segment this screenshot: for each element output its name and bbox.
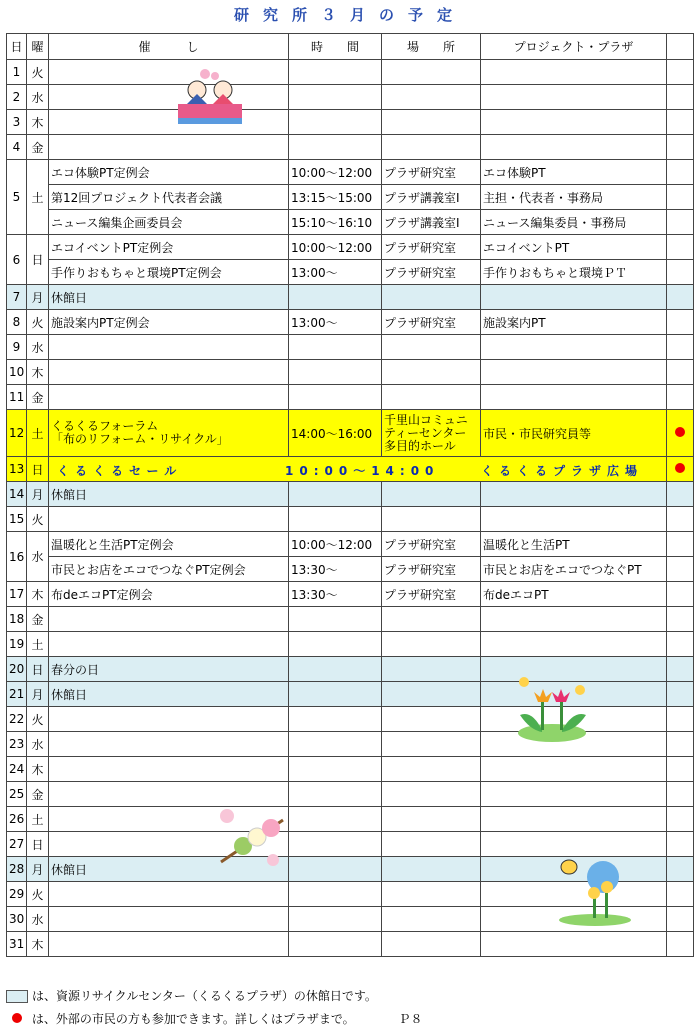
sale-time: 10:00～14:00 [285, 464, 440, 478]
time-cell [289, 832, 382, 857]
event-cell [49, 110, 289, 135]
place-cell [382, 85, 481, 110]
public-mark-cell [667, 185, 694, 210]
day-cell: 8 [7, 310, 27, 335]
weekday-cell: 日 [27, 832, 49, 857]
header-time: 時 間 [289, 34, 382, 60]
event-cell: 温暖化と生活PT定例会 [49, 532, 289, 557]
place-cell: プラザ研究室 [382, 235, 481, 260]
time-cell [289, 782, 382, 807]
public-mark-cell [667, 160, 694, 185]
project-cell [481, 85, 667, 110]
place-cell [382, 807, 481, 832]
weekday-cell: 火 [27, 707, 49, 732]
event-cell [49, 707, 289, 732]
public-dot-icon [12, 1013, 22, 1023]
day-cell: 25 [7, 782, 27, 807]
table-row [7, 532, 694, 557]
table-row [7, 607, 694, 632]
public-mark-cell [667, 782, 694, 807]
public-mark-cell [667, 707, 694, 732]
public-mark-cell [667, 335, 694, 360]
table-row [7, 60, 694, 85]
weekday-cell: 土 [27, 410, 49, 457]
public-mark-cell [667, 135, 694, 160]
weekday-cell: 月 [27, 682, 49, 707]
project-cell [481, 832, 667, 857]
weekday-cell: 月 [27, 285, 49, 310]
weekday-cell: 日 [27, 457, 49, 482]
project-cell [481, 757, 667, 782]
table-row [7, 335, 694, 360]
table-row [7, 582, 694, 607]
event-cell [49, 907, 289, 932]
table-row [7, 85, 694, 110]
public-mark-cell [667, 732, 694, 757]
day-cell: 30 [7, 907, 27, 932]
weekday-cell: 月 [27, 482, 49, 507]
day-cell: 31 [7, 932, 27, 957]
public-mark-cell [667, 110, 694, 135]
table-row [7, 210, 694, 235]
time-cell [289, 707, 382, 732]
day-cell: 13 [7, 457, 27, 482]
project-cell [481, 932, 667, 957]
project-cell [481, 60, 667, 85]
place-cell [382, 607, 481, 632]
event-cell [49, 607, 289, 632]
project-cell [481, 632, 667, 657]
weekday-cell: 木 [27, 932, 49, 957]
project-cell [481, 807, 667, 832]
time-cell [289, 135, 382, 160]
public-mark-cell [667, 632, 694, 657]
time-cell [289, 682, 382, 707]
legend-public [12, 1010, 422, 1027]
weekday-cell: 木 [27, 360, 49, 385]
weekday-cell: 火 [27, 507, 49, 532]
time-cell [289, 385, 382, 410]
time-cell [289, 285, 382, 310]
day-cell: 17 [7, 582, 27, 607]
hanami-dango-icon [213, 800, 289, 870]
place-cell [382, 757, 481, 782]
place-line: 多目的ホール [384, 438, 456, 453]
page-number: Ｐ８ [398, 1012, 423, 1026]
event-cell: エコイベントPT定例会 [49, 235, 289, 260]
table-row [7, 260, 694, 285]
legend-closed-text: は、資源リサイクルセンター（くるくるプラザ）の休館日です。 [32, 989, 377, 1003]
event-cell: エコ体験PT定例会 [49, 160, 289, 185]
place-cell [382, 707, 481, 732]
public-mark-cell [667, 60, 694, 85]
event-cell [49, 757, 289, 782]
time-cell [289, 607, 382, 632]
day-cell: 9 [7, 335, 27, 360]
project-cell [481, 607, 667, 632]
schedule-body [7, 60, 694, 957]
event-cell: 春分の日 [49, 657, 289, 682]
project-cell [481, 135, 667, 160]
place-cell: プラザ研究室 [382, 310, 481, 335]
weekday-cell: 日 [27, 657, 49, 682]
bee-dandelion-icon [555, 855, 635, 927]
table-row [7, 457, 694, 482]
weekday-cell: 金 [27, 385, 49, 410]
header-event: 催 し [49, 34, 289, 60]
schedule-table [6, 33, 694, 957]
weekday-cell: 金 [27, 135, 49, 160]
place-cell: プラザ講義室Ⅰ [382, 185, 481, 210]
place-cell [382, 832, 481, 857]
table-row [7, 557, 694, 582]
public-mark-cell [667, 682, 694, 707]
public-mark-cell [667, 85, 694, 110]
weekday-cell: 土 [27, 807, 49, 832]
public-mark-cell [667, 657, 694, 682]
weekday-cell: 木 [27, 582, 49, 607]
event-cell [49, 632, 289, 657]
event-cell [49, 385, 289, 410]
time-cell [289, 60, 382, 85]
header-row [7, 34, 694, 60]
event-cell [49, 732, 289, 757]
table-row [7, 832, 694, 857]
public-mark-cell [667, 507, 694, 532]
day-cell: 26 [7, 807, 27, 832]
project-cell [481, 385, 667, 410]
project-cell [481, 335, 667, 360]
project-cell [481, 110, 667, 135]
project-cell: 布deエコPT [481, 582, 667, 607]
time-cell: 13:15～15:00 [289, 185, 382, 210]
public-mark-cell [667, 532, 694, 557]
event-cell: 休館日 [49, 482, 289, 507]
table-row [7, 482, 694, 507]
weekday-cell: 火 [27, 882, 49, 907]
time-cell: 13:00～ [289, 310, 382, 335]
public-mark-cell [667, 757, 694, 782]
legend-public-text: は、外部の市民の方も参加できます。詳しくはプラザまで。 [31, 1012, 355, 1026]
table-row [7, 807, 694, 832]
weekday-cell: 火 [27, 60, 49, 85]
table-row [7, 757, 694, 782]
time-cell [289, 732, 382, 757]
public-mark-cell [667, 410, 694, 457]
place-cell [382, 507, 481, 532]
place-cell [382, 335, 481, 360]
day-cell: 4 [7, 135, 27, 160]
day-cell: 11 [7, 385, 27, 410]
day-cell: 15 [7, 507, 27, 532]
project-cell [481, 482, 667, 507]
time-cell [289, 657, 382, 682]
sale-place: くるくるプラザ広場 [481, 464, 644, 478]
day-cell: 19 [7, 632, 27, 657]
event-line: くるくるフォーラム [51, 419, 159, 433]
public-mark-cell [667, 360, 694, 385]
time-cell: 13:30～ [289, 582, 382, 607]
public-mark-cell [667, 857, 694, 882]
day-cell: 24 [7, 757, 27, 782]
event-cell [49, 410, 289, 457]
project-cell: ニュース編集委員・事務局 [481, 210, 667, 235]
event-line: 「布のリフォーム・リサイクル」 [51, 432, 229, 446]
place-cell [382, 410, 481, 457]
weekday-cell: 水 [27, 907, 49, 932]
header-mark [667, 34, 694, 60]
event-cell: 休館日 [49, 682, 289, 707]
event-cell [49, 135, 289, 160]
place-cell [382, 60, 481, 85]
place-cell [382, 385, 481, 410]
public-mark-cell [667, 310, 694, 335]
day-cell: 5 [7, 160, 27, 235]
time-cell: 14:00～16:00 [289, 410, 382, 457]
place-cell [382, 782, 481, 807]
project-cell: エコ体験PT [481, 160, 667, 185]
public-mark-cell [667, 882, 694, 907]
table-row [7, 135, 694, 160]
event-cell: 休館日 [49, 285, 289, 310]
place-cell [382, 907, 481, 932]
event-cell: 第12回プロジェクト代表者会議 [49, 185, 289, 210]
time-cell [289, 85, 382, 110]
event-cell: 市民とお店をエコでつなぐPT定例会 [49, 557, 289, 582]
event-cell [49, 507, 289, 532]
public-mark-cell [667, 582, 694, 607]
page-title: 研究所３月の予定 [233, 6, 466, 24]
table-row [7, 782, 694, 807]
day-cell: 3 [7, 110, 27, 135]
project-cell [481, 360, 667, 385]
day-cell: 10 [7, 360, 27, 385]
table-row [7, 235, 694, 260]
time-cell [289, 907, 382, 932]
place-cell [382, 135, 481, 160]
project-cell: 主担・代表者・事務局 [481, 185, 667, 210]
project-cell [481, 782, 667, 807]
table-row [7, 360, 694, 385]
public-mark-cell [667, 210, 694, 235]
day-cell: 21 [7, 682, 27, 707]
time-cell [289, 857, 382, 882]
header-place: 場 所 [382, 34, 481, 60]
day-cell: 12 [7, 410, 27, 457]
day-cell: 27 [7, 832, 27, 857]
public-mark-cell [667, 807, 694, 832]
day-cell: 29 [7, 882, 27, 907]
public-mark-cell [667, 260, 694, 285]
weekday-cell: 木 [27, 757, 49, 782]
event-cell [49, 85, 289, 110]
weekday-cell: 水 [27, 335, 49, 360]
project-cell: 温暖化と生活PT [481, 532, 667, 557]
public-mark-cell [667, 235, 694, 260]
place-line: ティーセンター [384, 425, 467, 440]
event-cell [49, 335, 289, 360]
time-cell [289, 932, 382, 957]
weekday-cell: 月 [27, 857, 49, 882]
event-cell [49, 882, 289, 907]
weekday-cell: 土 [27, 160, 49, 235]
event-cell: 休館日 [49, 857, 289, 882]
place-cell: プラザ研究室 [382, 160, 481, 185]
table-row [7, 160, 694, 185]
public-mark-cell [667, 907, 694, 932]
place-cell: プラザ研究室 [382, 557, 481, 582]
weekday-cell: 日 [27, 235, 49, 285]
time-cell [289, 360, 382, 385]
time-cell: 13:30～ [289, 557, 382, 582]
weekday-cell: 木 [27, 110, 49, 135]
time-cell: 10:00～12:00 [289, 235, 382, 260]
weekday-cell: 火 [27, 310, 49, 335]
legend-closed [6, 987, 377, 1004]
public-mark-cell [667, 557, 694, 582]
tulip-butterfly-icon [512, 670, 592, 745]
weekday-cell: 水 [27, 532, 49, 582]
project-cell [481, 285, 667, 310]
event-cell [49, 60, 289, 85]
event-cell [49, 360, 289, 385]
place-cell [382, 285, 481, 310]
time-cell [289, 110, 382, 135]
public-mark-cell [667, 285, 694, 310]
time-cell [289, 807, 382, 832]
place-cell [382, 857, 481, 882]
public-dot-icon [675, 427, 685, 437]
event-cell: ニュース編集企画委員会 [49, 210, 289, 235]
day-cell: 16 [7, 532, 27, 582]
day-cell: 1 [7, 60, 27, 85]
time-cell [289, 507, 382, 532]
time-cell [289, 757, 382, 782]
public-mark-cell [667, 832, 694, 857]
public-mark-cell [667, 457, 694, 482]
place-cell [382, 360, 481, 385]
project-cell: 市民とお店をエコでつなぐPT [481, 557, 667, 582]
time-cell: 10:00～12:00 [289, 160, 382, 185]
sale-banner [49, 457, 667, 482]
place-cell [382, 482, 481, 507]
weekday-cell: 金 [27, 607, 49, 632]
weekday-cell: 土 [27, 632, 49, 657]
event-cell: 布deエコPT定例会 [49, 582, 289, 607]
table-row [7, 285, 694, 310]
day-cell: 22 [7, 707, 27, 732]
closed-swatch [6, 990, 28, 1003]
place-cell [382, 932, 481, 957]
time-cell: 10:00～12:00 [289, 532, 382, 557]
event-cell: 施設案内PT定例会 [49, 310, 289, 335]
day-cell: 28 [7, 857, 27, 882]
public-mark-cell [667, 932, 694, 957]
place-cell [382, 632, 481, 657]
day-cell: 20 [7, 657, 27, 682]
project-cell: 手作りおもちゃと環境ＰＴ [481, 260, 667, 285]
header-day: 日 [7, 34, 27, 60]
public-dot-icon [675, 463, 685, 473]
table-row [7, 185, 694, 210]
day-cell: 7 [7, 285, 27, 310]
weekday-cell: 水 [27, 732, 49, 757]
place-cell [382, 682, 481, 707]
time-cell [289, 482, 382, 507]
place-cell: プラザ研究室 [382, 532, 481, 557]
place-cell [382, 732, 481, 757]
project-cell: エコイベントPT [481, 235, 667, 260]
project-cell: 市民・市民研究員等 [481, 410, 667, 457]
place-cell [382, 110, 481, 135]
day-cell: 2 [7, 85, 27, 110]
event-cell: 手作りおもちゃと環境PT定例会 [49, 260, 289, 285]
place-cell: プラザ研究室 [382, 260, 481, 285]
day-cell: 18 [7, 607, 27, 632]
header-weekday: 曜 [27, 34, 49, 60]
time-cell [289, 882, 382, 907]
place-cell [382, 657, 481, 682]
event-cell [49, 932, 289, 957]
time-cell [289, 632, 382, 657]
table-row [7, 385, 694, 410]
day-cell: 6 [7, 235, 27, 285]
table-row [7, 410, 694, 457]
place-cell [382, 882, 481, 907]
table-row [7, 310, 694, 335]
header-project: プロジェクト・プラザ [481, 34, 667, 60]
time-cell: 13:00～ [289, 260, 382, 285]
time-cell [289, 335, 382, 360]
day-cell: 14 [7, 482, 27, 507]
weekday-cell: 水 [27, 85, 49, 110]
time-cell: 15:10～16:10 [289, 210, 382, 235]
project-cell [481, 507, 667, 532]
weekday-cell: 金 [27, 782, 49, 807]
public-mark-cell [667, 482, 694, 507]
place-line: 千里山コミュニ [384, 412, 468, 427]
project-cell: 施設案内PT [481, 310, 667, 335]
table-row [7, 507, 694, 532]
table-row [7, 932, 694, 957]
sale-name: くるくるセール [57, 464, 183, 478]
hina-dolls-icon [175, 68, 245, 128]
place-cell: プラザ講義室Ⅰ [382, 210, 481, 235]
public-mark-cell [667, 385, 694, 410]
table-row [7, 632, 694, 657]
public-mark-cell [667, 607, 694, 632]
table-row [7, 110, 694, 135]
day-cell: 23 [7, 732, 27, 757]
place-cell: プラザ研究室 [382, 582, 481, 607]
